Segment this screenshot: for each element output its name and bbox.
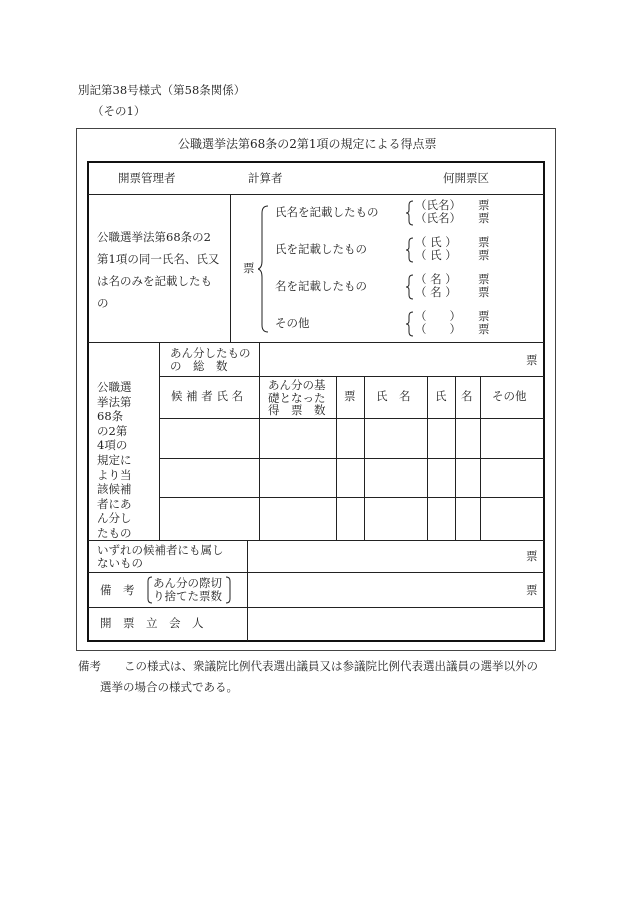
vline xyxy=(159,343,160,540)
small-brace-icon xyxy=(405,200,415,226)
entry: （ 名 ） xyxy=(415,285,457,299)
small-brace-icon xyxy=(405,237,415,263)
vline xyxy=(427,377,428,540)
keisan-label: 計算者 xyxy=(248,171,283,185)
kanri-label: 開票管理者 xyxy=(118,171,176,185)
vline xyxy=(336,377,337,540)
hyo-unit: 票 xyxy=(478,235,490,249)
hline xyxy=(88,342,544,343)
entry: （氏名） xyxy=(415,198,461,212)
apportion-label: 公職選 挙法第 68条 の2第 4項の 規定に より当 該候補 者にあ ん分し たもの xyxy=(97,380,132,540)
col-candidate: 候 補 者 氏 名 xyxy=(171,389,244,403)
none-hyo: 票 xyxy=(526,549,538,563)
entry: （ ） xyxy=(415,322,461,336)
vline xyxy=(259,343,260,376)
total-label-1: あん分したもの xyxy=(170,346,251,360)
col-mei: 名 xyxy=(461,389,473,403)
vline xyxy=(247,541,248,641)
hyo-unit: 票 xyxy=(478,285,490,299)
hyo-unit: 票 xyxy=(478,272,490,286)
vline xyxy=(480,377,481,540)
hyo-unit: 票 xyxy=(478,248,490,262)
biko-hyo: 票 xyxy=(526,583,538,597)
hline xyxy=(88,607,544,608)
note-line1: この様式は、衆議院比例代表選出議員又は参議院比例代表選出議員の選挙以外の xyxy=(124,659,538,673)
col-hyo: 票 xyxy=(344,389,356,403)
entry: （ 氏 ） xyxy=(415,235,457,249)
hyo-unit: 票 xyxy=(478,198,490,212)
hyo-unit: 票 xyxy=(478,211,490,225)
form-title: 公職選挙法第68条の2第1項の規定による得点票 xyxy=(178,137,437,151)
hyo-unit: 票 xyxy=(478,322,490,336)
none-label-2: ないもの xyxy=(97,556,143,570)
col-other: その他 xyxy=(492,389,527,403)
hyo-unit: 票 xyxy=(478,309,490,323)
same-name-label: 公職選挙法第68条の2 第1項の同一氏名、氏又 は名のみを記載したも の xyxy=(97,230,220,310)
entry: （ 名 ） xyxy=(415,272,457,286)
col-shimei: 氏 名 xyxy=(376,389,411,403)
hline xyxy=(88,572,544,573)
hline xyxy=(88,540,544,541)
big-brace-icon xyxy=(258,205,270,333)
biko-paren-line1: あん分の際切 xyxy=(153,576,222,590)
form-sub-number: （その1） xyxy=(92,104,146,118)
small-brace-icon xyxy=(405,274,415,300)
note-label: 備考 xyxy=(78,659,101,673)
vline xyxy=(259,377,260,540)
total-hyo: 票 xyxy=(526,353,538,367)
col-shi: 氏 xyxy=(435,389,447,403)
hline xyxy=(88,194,544,195)
vline xyxy=(230,195,231,342)
vline xyxy=(455,377,456,540)
category-other: その他 xyxy=(275,316,310,330)
vline xyxy=(364,377,365,540)
none-label-1: いずれの候補者にも属し xyxy=(97,543,224,557)
entry: （ ） xyxy=(415,309,461,323)
biko-label: 備 考 xyxy=(100,583,135,597)
hyo-label: 票 xyxy=(243,261,255,275)
hline xyxy=(159,458,544,459)
witness-label: 開 票 立 会 人 xyxy=(100,616,204,630)
col-basis: あん分の基 礎となった 得 票 数 xyxy=(268,378,326,417)
category-given-name: 名を記載したもの xyxy=(275,279,367,293)
right-paren-icon xyxy=(225,576,231,604)
category-surname: 氏を記載したもの xyxy=(275,242,367,256)
hline xyxy=(159,418,544,419)
form-number: 別記第38号様式（第58条関係） xyxy=(78,83,246,97)
total-label-2: の 総 数 xyxy=(170,359,228,373)
entry: （ 氏 ） xyxy=(415,248,457,262)
hline xyxy=(159,497,544,498)
district-label: 何開票区 xyxy=(443,171,489,185)
entry: （氏名） xyxy=(415,211,461,225)
category-full-name: 氏名を記載したもの xyxy=(275,205,379,219)
biko-paren xyxy=(147,576,231,604)
note-line2: 選挙の場合の様式である。 xyxy=(100,680,238,694)
biko-paren-line2: り捨てた票数 xyxy=(153,589,222,603)
hline xyxy=(159,376,544,377)
small-brace-icon xyxy=(405,311,415,337)
